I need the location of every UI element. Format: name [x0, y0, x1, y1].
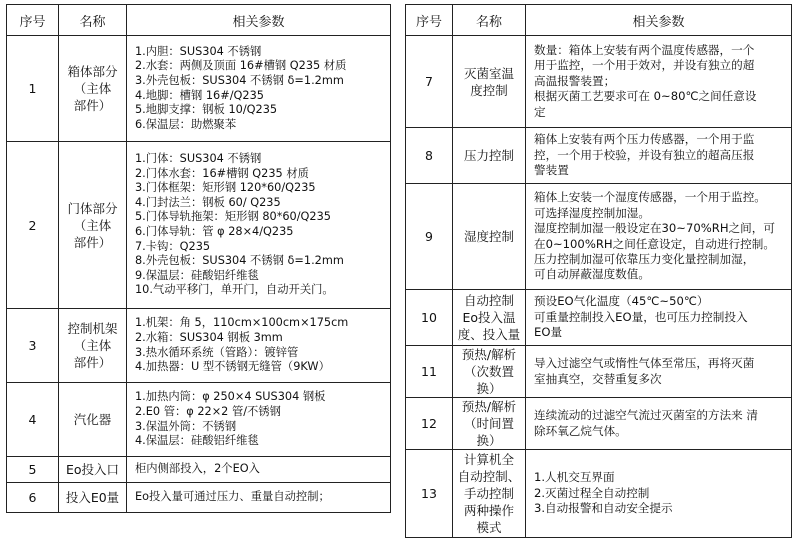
- param-line: 3.外壳包板：SUS304 不锈钢 δ=1.2mm: [135, 73, 344, 87]
- row-name: [59, 457, 127, 483]
- table-row: [7, 457, 391, 483]
- row-name: [453, 184, 526, 290]
- row-params: [526, 184, 792, 290]
- param-line: 用于监控，一个用于效对，并设有独立的超: [534, 58, 755, 73]
- row-name: [453, 290, 526, 346]
- header-row: [406, 5, 792, 36]
- table-row: [406, 450, 792, 538]
- row-name-line: 自动控制、: [457, 469, 521, 484]
- param-line: 预设EO气化温度（45℃~50℃）: [534, 294, 709, 309]
- param-line: 数量：箱体上安装有两个温度传感器，一个: [534, 42, 755, 57]
- row-index: 10: [406, 290, 453, 346]
- table-row: [7, 142, 391, 309]
- header-index: 序号: [7, 5, 59, 36]
- row-name: [453, 398, 526, 450]
- param-line: 导入过滤空气或惰性气体至常压，再将灭菌: [534, 356, 755, 371]
- param-line: 2.水箱：SUS304 钢板 3mm: [135, 330, 283, 344]
- param-line: 1.门体：SUS304 不锈钢: [135, 152, 262, 166]
- row-name: [453, 346, 526, 398]
- row-name-line: 度、投入量: [457, 327, 521, 342]
- param-line: 3.保温外筒：不锈钢: [135, 419, 237, 433]
- header-name: 名称: [59, 5, 127, 36]
- row-params: [127, 309, 391, 383]
- header-name: 名称: [453, 5, 526, 36]
- row-name: [59, 483, 127, 513]
- header-params: 相关参数: [127, 5, 391, 36]
- param-line: 10.气动平移门，单开门，自动开关门。: [135, 283, 334, 297]
- right-spec-table: [405, 4, 792, 538]
- row-name-line: 度控制: [470, 82, 508, 98]
- row-name-line: 两种操作: [463, 503, 514, 518]
- row-params: [526, 128, 792, 184]
- param-line: 除环氧乙烷气体。: [534, 423, 627, 438]
- row-params: [127, 457, 391, 483]
- param-line: 1.人机交互界面: [534, 470, 615, 485]
- header-params: 相关参数: [526, 5, 792, 36]
- table-row: [406, 36, 792, 128]
- param-line: 8.外壳包板：SUS304 不锈钢 δ=1.2mm: [135, 254, 344, 268]
- row-name-line: （主体: [73, 81, 112, 96]
- row-name: [59, 309, 127, 383]
- row-params: [127, 383, 391, 457]
- row-name: [453, 450, 526, 538]
- param-line: 3.门体框架：矩形钢 120*60/Q235: [135, 181, 316, 195]
- row-params: [526, 346, 792, 398]
- param-line: 5.门体导轨拖架：矩形钢 80*60/Q235: [135, 210, 331, 224]
- table-row: [7, 309, 391, 383]
- row-name-line: Eo投入口: [65, 462, 120, 477]
- param-line: 高温报警装置；: [534, 73, 616, 88]
- param-line: 4.加热器：U 型不锈钢无缝管（9KW）: [135, 360, 330, 374]
- row-index: 2: [7, 142, 59, 309]
- param-line: 2.灭菌过程全自动控制: [534, 485, 650, 500]
- row-name-line: 计算机全: [463, 452, 514, 467]
- param-line: 可重量控制投入EO量，也可压力控制投入: [534, 309, 748, 324]
- param-line: 在0~100%RH之间任意设定，自动进行控制。: [534, 236, 775, 251]
- param-line: 根据灭菌工艺要求可在 0~80℃之间任意设: [534, 89, 757, 104]
- param-line: 4.地脚：槽钢 16#/Q235: [135, 88, 264, 102]
- row-index: 8: [406, 128, 453, 184]
- param-line: 3.自动报警和自动安全提示: [534, 501, 673, 516]
- row-name-line: 部件）: [73, 355, 112, 370]
- row-params: [526, 36, 792, 128]
- table-row: [406, 346, 792, 398]
- param-line: 箱体上安装有两个压力传感器，一个用于监: [534, 132, 755, 147]
- row-name-line: 压力控制: [463, 148, 514, 163]
- param-line: 警装置: [534, 163, 569, 178]
- row-name-line: 部件）: [73, 98, 112, 113]
- param-line: EO量: [534, 325, 563, 340]
- header-row: [7, 5, 391, 36]
- param-line: 连续流动的过滤空气流过灭菌室的方法来 清: [534, 408, 758, 423]
- row-params: [127, 36, 391, 142]
- row-name-line: 预热/解析: [461, 399, 517, 414]
- row-name-line: 门体部分: [67, 200, 118, 216]
- row-name-line: 投入E0量: [65, 490, 120, 505]
- row-index: 9: [406, 184, 453, 290]
- param-line: 6.保温层：助燃聚苯: [135, 117, 237, 131]
- left-spec-table: [6, 4, 391, 513]
- param-line: 2.水套：两侧及顶面 16#槽钢 Q235 材质: [135, 59, 347, 73]
- row-index: 4: [7, 383, 59, 457]
- row-name: [59, 383, 127, 457]
- row-name-line: 箱体部分: [67, 64, 118, 79]
- param-line: 压力控制加湿可依靠压力变化量控制加湿，: [534, 251, 755, 266]
- row-params: [127, 483, 391, 513]
- param-line: 1.加热内筒：φ 250×4 SUS304 钢板: [135, 390, 326, 404]
- table-row: [7, 483, 391, 513]
- row-name: [59, 142, 127, 309]
- row-params: [526, 290, 792, 346]
- param-line: 2.E0 管：φ 22×2 管/不锈钢: [135, 404, 281, 418]
- row-name-line: 部件）: [73, 234, 112, 250]
- param-line: 室抽真空，交替重复多次: [534, 371, 662, 386]
- param-line: 2.门体水套：16#槽钢 Q235 材质: [135, 166, 309, 180]
- param-line: 1.内胆：SUS304 不锈钢: [135, 44, 262, 58]
- row-name-line: 汽化器: [73, 412, 112, 427]
- table-row: [406, 290, 792, 346]
- header-index: 序号: [406, 5, 453, 36]
- row-index: 7: [406, 36, 453, 128]
- param-line: 4.门封法兰：钢板 60/ Q235: [135, 195, 281, 209]
- param-line: 9.保温层：硅酸铝纤维毯: [135, 268, 259, 282]
- param-line: 3.热水循环系统（管路）：镀锌管: [135, 345, 299, 359]
- table-row: [406, 184, 792, 290]
- param-line: 定: [534, 104, 546, 119]
- table-row: [7, 36, 391, 142]
- table-row: [7, 383, 391, 457]
- row-name-line: 手动控制: [463, 486, 514, 501]
- row-name-line: 湿度控制: [463, 229, 514, 244]
- row-name: [453, 36, 526, 128]
- param-line: 柜内侧部投入，2个EO入: [135, 462, 260, 476]
- row-index: 1: [7, 36, 59, 142]
- table-row: [406, 398, 792, 450]
- param-line: 控，一个用于校验，并设有独立的超高压报: [534, 147, 755, 162]
- row-name-line: 预热/解析: [461, 347, 517, 362]
- row-name: [59, 36, 127, 142]
- row-index: 11: [406, 346, 453, 398]
- row-params: [127, 142, 391, 309]
- row-name-line: 自动控制: [463, 293, 514, 308]
- row-name-line: Eo投入温: [462, 310, 516, 325]
- row-index: 12: [406, 398, 453, 450]
- row-name-line: （主体: [73, 338, 112, 353]
- row-name-line: 灭菌室温: [463, 65, 514, 81]
- param-line: 5.地脚支撑：钢板 10/Q235: [135, 103, 278, 117]
- param-line: Eo投入量可通过压力、重量自动控制；: [135, 490, 330, 504]
- row-name: [453, 128, 526, 184]
- param-line: 湿度控制加湿一般设定在30~70%RH之间，可: [534, 221, 775, 236]
- row-index: 5: [7, 457, 59, 483]
- table-row: [406, 128, 792, 184]
- row-params: [526, 398, 792, 450]
- row-index: 3: [7, 309, 59, 383]
- row-name-line: （主体: [73, 217, 112, 233]
- row-index: 13: [406, 450, 453, 538]
- param-line: 4.保温层：硅酸铝纤维毯: [135, 434, 259, 448]
- row-name-line: （次数置换）: [463, 364, 514, 396]
- param-line: 1.机架：角 5，110cm×100cm×175cm: [135, 316, 349, 330]
- param-line: 可选择湿度控制加湿。: [534, 205, 650, 220]
- row-name-line: （时间置换）: [463, 416, 514, 448]
- param-line: 6.门体导轨：管 φ 28×4/Q235: [135, 225, 294, 238]
- row-name-line: 控制机架: [67, 321, 118, 336]
- param-line: 可自动屏蔽湿度数值。: [534, 267, 650, 282]
- param-line: 箱体上安装一个湿度传感器，一个用于监控。: [534, 190, 766, 205]
- row-params: [526, 450, 792, 538]
- row-index: 6: [7, 483, 59, 513]
- param-line: 7.卡钩：Q235: [135, 239, 211, 253]
- row-name-line: 模式: [476, 520, 502, 535]
